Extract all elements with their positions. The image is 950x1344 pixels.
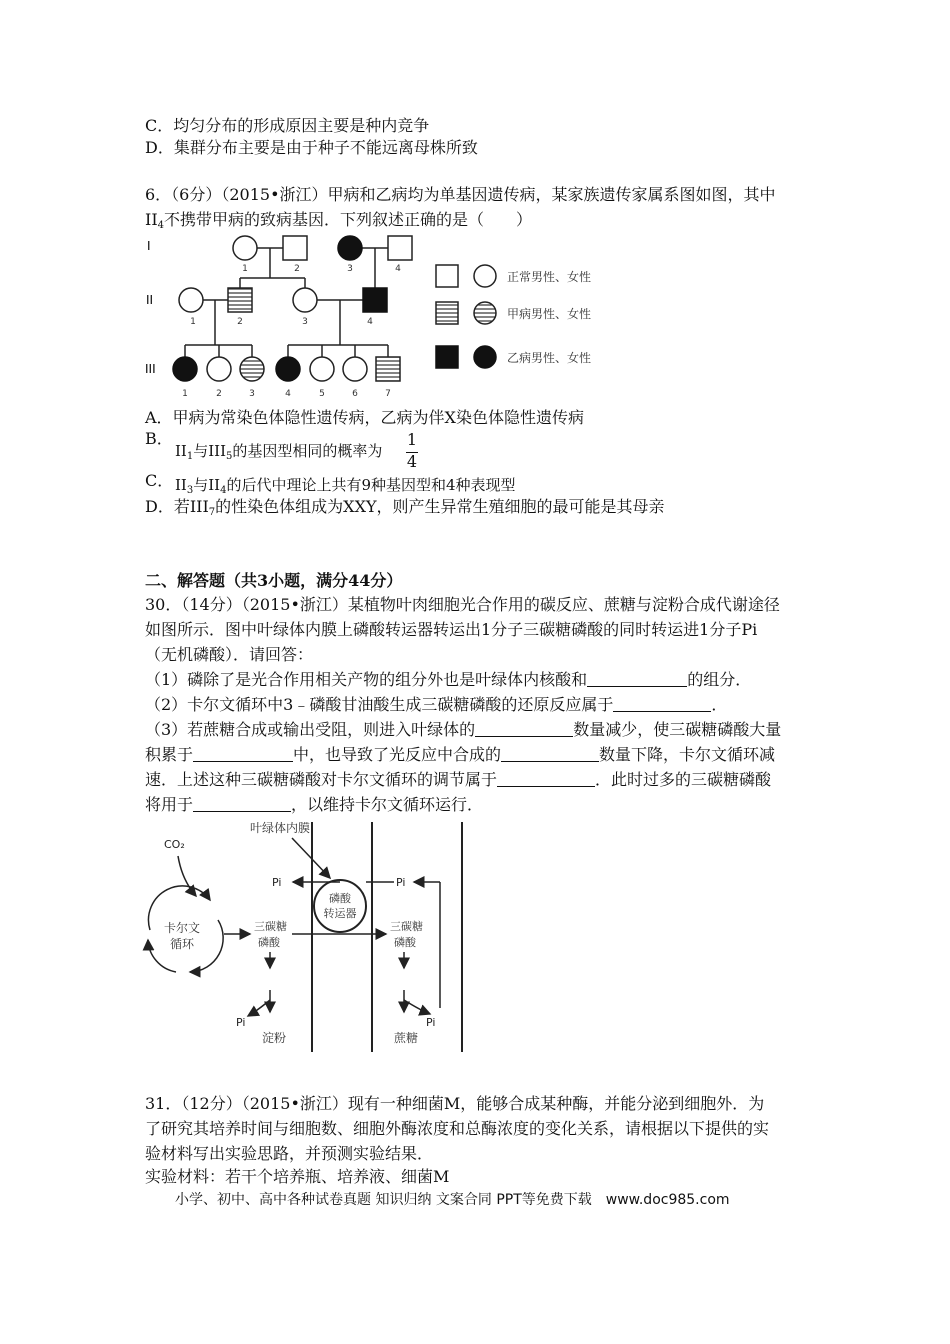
triose-right-1: 三碳糖 <box>390 920 423 933</box>
pi-starch: Pi <box>236 1016 246 1029</box>
starch-label: 淀粉 <box>262 1031 287 1045</box>
membrane-label: 叶绿体内膜 <box>250 821 311 835</box>
q6-option-b-text: $II_1$与$III_5$的基因型相同的概率为 <box>175 442 383 462</box>
q30-part4: 积累于 中，也导致了光反应中合成的 数量下降，卡尔文循环减 <box>145 745 776 764</box>
legend-a-label: 甲病男性、女性 <box>507 307 592 321</box>
q31-line4: 实验材料：若干个培养瓶、培养液、细菌M <box>145 1167 450 1186</box>
transporter-label-1: 磷酸 <box>329 892 351 905</box>
triose-left-1: 三碳糖 <box>254 920 287 933</box>
num-I2: 2 <box>294 264 300 274</box>
num-I3: 3 <box>347 264 353 274</box>
pi-left: Pi <box>272 876 282 889</box>
co2-label: CO₂ <box>164 838 185 851</box>
q31-line1: 31．（12分）（2015•浙江）现有一种细菌M，能够合成某种酶，并能分泌到细胞外．为 <box>145 1094 765 1113</box>
num-II2: 2 <box>237 317 243 327</box>
q6-option-b-label: B． <box>145 429 173 448</box>
q30-line3: （无机磷酸）．请回答： <box>145 645 314 664</box>
num-III2: 2 <box>216 389 222 399</box>
q30-part3: （3）若蔗糖合成或输出受阻，则进入叶绿体的 数量减少，使三碳糖磷酸大量 <box>145 720 782 739</box>
fraction-numerator: 1 <box>406 430 418 449</box>
triose-left-2: 磷酸 <box>258 936 280 949</box>
num-III5: 5 <box>319 389 325 399</box>
q5-option-d: D．集群分布主要是由于种子不能远离母株所致 <box>145 138 478 157</box>
sucrose-label: 蔗糖 <box>394 1031 419 1045</box>
gen-label-III: III <box>145 362 156 376</box>
legend-normal-label: 正常男性、女性 <box>507 270 592 284</box>
triose-right-2: 磷酸 <box>394 936 416 949</box>
calvin-label-2: 循环 <box>169 937 195 951</box>
num-II1: 1 <box>190 317 196 327</box>
num-III1: 1 <box>182 389 188 399</box>
q5-option-c: C．均匀分布的形成原因主要是种内竞争 <box>145 116 430 135</box>
num-III4: 4 <box>285 389 291 399</box>
q30-line1: 30．（14分）（2015•浙江）某植物叶肉细胞光合作用的碳反应、蔗糖与淀粉合成代谢途径 <box>145 595 780 614</box>
q30-part6: 将用于 ，以维持卡尔文循环运行． <box>145 795 484 814</box>
legend-b-label: 乙病男性、女性 <box>507 351 592 365</box>
num-I1: 1 <box>242 264 248 274</box>
q6-stem-line1: 6．（6分）（2015•浙江）甲病和乙病均为单基因遗传病，某家族遗传家属系图如图，其中 <box>145 185 776 204</box>
section-title: 二、解答题（共3小题，满分44分） <box>145 571 403 590</box>
num-III3: 3 <box>249 389 255 399</box>
phosphate-transporter <box>314 880 366 932</box>
gen-label-I: I <box>147 239 151 253</box>
q6-option-c-label: C． <box>145 471 174 490</box>
page-footer: 小学、初中、高中各种试卷真题 知识归纳 文案合同 PPT等免费下载 www.doc985.com <box>175 1192 730 1208</box>
q31-line3: 验材料写出实验思路，并预测实验结果． <box>145 1144 434 1163</box>
num-I4: 4 <box>395 264 401 274</box>
calvin-label-1: 卡尔文 <box>163 921 201 935</box>
num-II4: 4 <box>367 317 373 327</box>
pi-sucrose: Pi <box>426 1016 436 1029</box>
pi-right: Pi <box>396 876 406 889</box>
fraction-denominator: 4 <box>406 452 418 471</box>
q31-line2: 了研究其培养时间与细胞数、细胞外酶浓度和总酶浓度的变化关系，请根据以下提供的实 <box>145 1119 770 1138</box>
num-II3: 3 <box>302 317 308 327</box>
q30-part2: （2）卡尔文循环中3﹣磷酸甘油酸生成三碳糖磷酸的还原反应属于 ． <box>145 695 728 714</box>
q6-option-d: D．若$III_7$的性染色体组成为XXY，则产生异常生殖细胞的最可能是其母亲 <box>145 497 665 518</box>
q6-option-c-text: $II_3$与$II_4$的后代中理论上共有9种基因型和4种表现型 <box>175 476 516 496</box>
q6-option-a: A．甲病为常染色体隐性遗传病，乙病为伴X染色体隐性遗传病 <box>145 408 584 427</box>
q30-part1: （1）磷除了是光合作用相关产物的组分外也是叶绿体内核酸和 的组分． <box>145 670 752 689</box>
transporter-label-2: 转运器 <box>323 907 357 920</box>
q6-stem-line2: $II_4$不携带甲病的致病基因．下列叙述正确的是（ ） <box>145 210 533 231</box>
num-III7: 7 <box>385 389 391 399</box>
q30-line2: 如图所示．图中叶绿体内膜上磷酸转运器转运出1分子三碳糖磷酸的同时转运进1分子Pi <box>145 620 758 639</box>
q30-part5: 速．上述这种三碳糖磷酸对卡尔文循环的调节属于 ．此时过多的三碳糖磷酸 <box>145 770 772 789</box>
gen-label-II: II <box>146 293 154 307</box>
num-III6: 6 <box>352 389 358 399</box>
